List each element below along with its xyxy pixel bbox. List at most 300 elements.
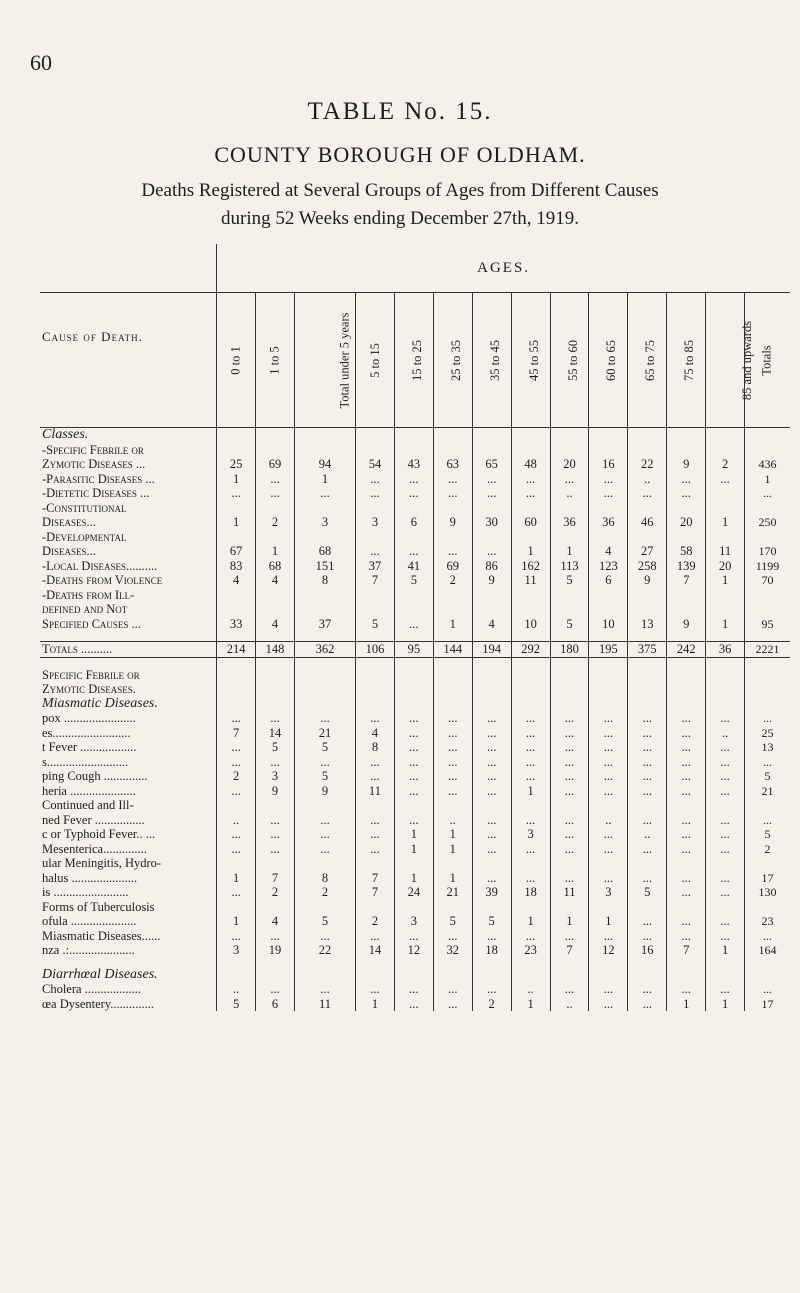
count-cell: ... bbox=[550, 784, 589, 799]
count-cell bbox=[511, 682, 550, 697]
count-cell: ... bbox=[356, 711, 395, 726]
count-cell: 5 bbox=[550, 573, 589, 588]
count-cell: ... bbox=[550, 472, 589, 487]
row-total-cell: 25 bbox=[745, 726, 790, 741]
cause-label: Forms of Tuberculosis bbox=[42, 899, 155, 914]
count-cell: ... bbox=[217, 755, 256, 770]
count-cell: ... bbox=[217, 486, 256, 501]
count-cell: 19 bbox=[256, 943, 295, 958]
count-cell bbox=[356, 602, 395, 617]
count-cell bbox=[394, 697, 433, 712]
count-cell: 9 bbox=[628, 573, 667, 588]
count-cell: 46 bbox=[628, 515, 667, 530]
count-cell bbox=[511, 958, 550, 968]
table-row bbox=[40, 968, 790, 983]
count-cell: ... bbox=[472, 813, 511, 828]
count-cell: ... bbox=[511, 486, 550, 501]
table-row bbox=[40, 856, 790, 871]
count-cell: 195 bbox=[589, 642, 628, 658]
cause-label: -Constitutional bbox=[42, 500, 127, 515]
count-cell: 2 bbox=[433, 573, 472, 588]
count-cell bbox=[511, 697, 550, 712]
count-cell bbox=[217, 428, 256, 443]
count-cell: 23 bbox=[511, 943, 550, 958]
row-total-cell bbox=[745, 501, 790, 516]
age-column-label: 60 to 65 bbox=[604, 339, 619, 381]
count-cell: ... bbox=[589, 726, 628, 741]
cause-label: -Specific Febrile or bbox=[42, 442, 144, 457]
count-cell: .. bbox=[628, 827, 667, 842]
count-cell: 292 bbox=[511, 642, 550, 658]
count-cell: ... bbox=[217, 740, 256, 755]
count-cell bbox=[511, 443, 550, 458]
count-cell: ... bbox=[217, 784, 256, 799]
count-cell: ... bbox=[472, 842, 511, 857]
count-cell bbox=[295, 588, 356, 603]
count-cell bbox=[589, 657, 628, 668]
count-cell: ... bbox=[628, 813, 667, 828]
count-cell: ... bbox=[433, 711, 472, 726]
row-total-cell bbox=[745, 428, 790, 443]
count-cell bbox=[295, 602, 356, 617]
count-cell bbox=[295, 682, 356, 697]
cause-label: Classes. bbox=[42, 427, 89, 442]
table-row bbox=[40, 726, 790, 741]
cause-label: defined and Not bbox=[42, 602, 128, 616]
count-cell: ... bbox=[472, 472, 511, 487]
count-cell: 1 bbox=[511, 544, 550, 559]
count-cell bbox=[628, 856, 667, 871]
count-cell bbox=[511, 856, 550, 871]
count-cell: ... bbox=[628, 769, 667, 784]
cause-label: -Dietetic Diseases ... bbox=[42, 486, 150, 500]
ages-group-header: AGES. bbox=[217, 244, 790, 293]
cause-label: Specified Causes ... bbox=[42, 616, 141, 631]
count-cell bbox=[256, 602, 295, 617]
count-cell bbox=[706, 602, 745, 617]
count-cell: ... bbox=[256, 929, 295, 944]
count-cell: ... bbox=[256, 982, 295, 997]
count-cell bbox=[550, 588, 589, 603]
count-cell: 2 bbox=[706, 457, 745, 472]
count-cell bbox=[295, 697, 356, 712]
count-cell: 375 bbox=[628, 642, 667, 658]
count-cell: 83 bbox=[217, 559, 256, 574]
count-cell bbox=[217, 588, 256, 603]
count-cell bbox=[256, 443, 295, 458]
count-cell: 148 bbox=[256, 642, 295, 658]
count-cell: ... bbox=[217, 842, 256, 857]
count-cell bbox=[295, 443, 356, 458]
count-cell bbox=[667, 588, 706, 603]
count-cell bbox=[356, 900, 395, 915]
count-cell: 1 bbox=[550, 914, 589, 929]
count-cell: ... bbox=[394, 617, 433, 632]
count-cell bbox=[667, 501, 706, 516]
row-total-cell: ... bbox=[745, 813, 790, 828]
count-cell: ... bbox=[667, 885, 706, 900]
count-cell: ... bbox=[394, 997, 433, 1012]
count-cell bbox=[433, 697, 472, 712]
count-cell: ... bbox=[550, 755, 589, 770]
count-cell: 1 bbox=[511, 914, 550, 929]
count-cell: 8 bbox=[295, 871, 356, 886]
count-cell: 58 bbox=[667, 544, 706, 559]
count-cell: ... bbox=[628, 842, 667, 857]
count-cell: ... bbox=[433, 929, 472, 944]
count-cell: 3 bbox=[295, 515, 356, 530]
count-cell bbox=[217, 856, 256, 871]
count-cell bbox=[472, 588, 511, 603]
count-cell: 3 bbox=[356, 515, 395, 530]
count-cell bbox=[550, 631, 589, 642]
count-cell bbox=[394, 657, 433, 668]
count-cell bbox=[256, 798, 295, 813]
count-cell: 32 bbox=[433, 943, 472, 958]
count-cell: 69 bbox=[433, 559, 472, 574]
row-total-cell bbox=[745, 968, 790, 983]
count-cell: ... bbox=[356, 813, 395, 828]
count-cell bbox=[706, 486, 745, 501]
row-total-cell bbox=[745, 682, 790, 697]
count-cell: ... bbox=[394, 813, 433, 828]
count-cell: 4 bbox=[217, 573, 256, 588]
count-cell bbox=[667, 657, 706, 668]
count-cell: ... bbox=[667, 726, 706, 741]
count-cell: ... bbox=[356, 769, 395, 784]
cause-label: nza .:..................... bbox=[42, 943, 135, 957]
table-row bbox=[40, 755, 790, 770]
row-total-cell: 13 bbox=[745, 740, 790, 755]
count-cell: ... bbox=[550, 726, 589, 741]
count-cell bbox=[256, 682, 295, 697]
age-column-header bbox=[706, 293, 755, 428]
count-cell: 5 bbox=[295, 914, 356, 929]
count-cell bbox=[295, 668, 356, 683]
cause-label: Cholera .................. bbox=[42, 982, 141, 996]
count-cell bbox=[589, 501, 628, 516]
count-cell bbox=[628, 968, 667, 983]
row-total-cell bbox=[745, 588, 790, 603]
count-cell: ... bbox=[394, 544, 433, 559]
count-cell: 2 bbox=[256, 515, 295, 530]
count-cell bbox=[589, 530, 628, 545]
count-cell bbox=[511, 798, 550, 813]
count-cell bbox=[667, 631, 706, 642]
count-cell: 1 bbox=[511, 997, 550, 1012]
row-total-cell: 250 bbox=[745, 515, 790, 530]
table-row bbox=[40, 769, 790, 784]
table-row bbox=[40, 544, 790, 559]
count-cell bbox=[356, 501, 395, 516]
count-cell: ... bbox=[394, 711, 433, 726]
count-cell: ... bbox=[356, 929, 395, 944]
count-cell bbox=[433, 682, 472, 697]
count-cell bbox=[628, 657, 667, 668]
age-column-label: 35 to 45 bbox=[487, 339, 502, 381]
count-cell bbox=[628, 668, 667, 683]
count-cell: ... bbox=[472, 726, 511, 741]
count-cell bbox=[256, 856, 295, 871]
count-cell bbox=[433, 657, 472, 668]
count-cell: 4 bbox=[256, 573, 295, 588]
count-cell bbox=[217, 682, 256, 697]
count-cell: 7 bbox=[550, 943, 589, 958]
row-total-cell bbox=[745, 798, 790, 813]
count-cell bbox=[394, 501, 433, 516]
count-cell: 9 bbox=[472, 573, 511, 588]
count-cell bbox=[706, 428, 745, 443]
count-cell: ... bbox=[433, 982, 472, 997]
count-cell bbox=[356, 798, 395, 813]
count-cell bbox=[217, 958, 256, 968]
count-cell: 1 bbox=[550, 544, 589, 559]
count-cell: .. bbox=[433, 813, 472, 828]
count-cell: 11 bbox=[511, 573, 550, 588]
row-total-cell: 436 bbox=[745, 457, 790, 472]
count-cell bbox=[472, 657, 511, 668]
count-cell bbox=[472, 958, 511, 968]
row-total-cell bbox=[745, 602, 790, 617]
count-cell bbox=[511, 900, 550, 915]
row-total-cell: 130 bbox=[745, 885, 790, 900]
count-cell bbox=[472, 968, 511, 983]
count-cell: 20 bbox=[706, 559, 745, 574]
count-cell bbox=[256, 631, 295, 642]
count-cell: ... bbox=[589, 997, 628, 1012]
count-cell bbox=[256, 588, 295, 603]
count-cell: ... bbox=[472, 755, 511, 770]
count-cell: ... bbox=[433, 755, 472, 770]
count-cell: 41 bbox=[394, 559, 433, 574]
count-cell: ... bbox=[472, 544, 511, 559]
count-cell: 242 bbox=[667, 642, 706, 658]
count-cell: ... bbox=[706, 813, 745, 828]
row-total-cell: ... bbox=[745, 982, 790, 997]
count-cell bbox=[394, 900, 433, 915]
count-cell: 5 bbox=[295, 769, 356, 784]
count-cell: 22 bbox=[295, 943, 356, 958]
count-cell bbox=[472, 602, 511, 617]
cause-label: ned Fever ................ bbox=[42, 812, 145, 827]
count-cell: ... bbox=[472, 740, 511, 755]
cause-label bbox=[40, 657, 217, 668]
count-cell bbox=[433, 428, 472, 443]
count-cell: 12 bbox=[589, 943, 628, 958]
table-row bbox=[40, 900, 790, 915]
table-row bbox=[40, 958, 790, 968]
count-cell bbox=[394, 798, 433, 813]
count-cell: 151 bbox=[295, 559, 356, 574]
count-cell bbox=[589, 682, 628, 697]
count-cell bbox=[706, 958, 745, 968]
age-column-header bbox=[667, 293, 706, 428]
count-cell: .. bbox=[550, 997, 589, 1012]
count-cell: ... bbox=[589, 784, 628, 799]
count-cell: ... bbox=[667, 813, 706, 828]
row-total-cell: ... bbox=[745, 711, 790, 726]
count-cell bbox=[550, 657, 589, 668]
age-column-label: 45 to 55 bbox=[526, 339, 541, 381]
count-cell: 30 bbox=[472, 515, 511, 530]
count-cell: 1 bbox=[433, 827, 472, 842]
count-cell: 1 bbox=[511, 784, 550, 799]
count-cell bbox=[511, 968, 550, 983]
count-cell bbox=[356, 958, 395, 968]
count-cell: 11 bbox=[706, 544, 745, 559]
count-cell bbox=[667, 968, 706, 983]
count-cell: 1 bbox=[217, 914, 256, 929]
count-cell: 67 bbox=[217, 544, 256, 559]
count-cell: ... bbox=[628, 784, 667, 799]
count-cell: ... bbox=[667, 982, 706, 997]
count-cell: ... bbox=[511, 813, 550, 828]
count-cell bbox=[472, 682, 511, 697]
table-row bbox=[40, 559, 790, 574]
count-cell: 7 bbox=[217, 726, 256, 741]
count-cell bbox=[511, 631, 550, 642]
count-cell: 194 bbox=[472, 642, 511, 658]
count-cell: 12 bbox=[394, 943, 433, 958]
count-cell bbox=[472, 530, 511, 545]
row-total-cell bbox=[745, 668, 790, 683]
count-cell bbox=[706, 668, 745, 683]
count-cell: 7 bbox=[667, 943, 706, 958]
age-column-label: 25 to 35 bbox=[448, 339, 463, 381]
table-row bbox=[40, 617, 790, 632]
count-cell: ... bbox=[356, 486, 395, 501]
age-column-header bbox=[472, 293, 511, 428]
table-row bbox=[40, 827, 790, 842]
count-cell: ... bbox=[433, 784, 472, 799]
count-cell: 20 bbox=[550, 457, 589, 472]
table-row bbox=[40, 982, 790, 997]
count-cell bbox=[394, 856, 433, 871]
cause-label: -Developmental bbox=[42, 529, 127, 544]
count-cell: 2 bbox=[472, 997, 511, 1012]
count-cell: ... bbox=[356, 827, 395, 842]
count-cell: 1 bbox=[706, 573, 745, 588]
count-cell: ... bbox=[706, 929, 745, 944]
row-total-cell bbox=[745, 697, 790, 712]
count-cell bbox=[433, 968, 472, 983]
count-cell: ... bbox=[706, 885, 745, 900]
table-row bbox=[40, 631, 790, 642]
count-cell: 37 bbox=[295, 617, 356, 632]
count-cell: ... bbox=[628, 755, 667, 770]
cause-label: œa Dysentery.............. bbox=[42, 996, 155, 1011]
count-cell: ... bbox=[667, 472, 706, 487]
cause-label: heria ..................... bbox=[42, 783, 136, 798]
count-cell bbox=[628, 631, 667, 642]
count-cell bbox=[433, 501, 472, 516]
cause-label: is ........................ bbox=[42, 885, 129, 899]
count-cell bbox=[706, 682, 745, 697]
count-cell: ... bbox=[589, 755, 628, 770]
count-cell: ... bbox=[256, 486, 295, 501]
count-cell: 11 bbox=[356, 784, 395, 799]
count-cell bbox=[217, 501, 256, 516]
count-cell: ... bbox=[667, 784, 706, 799]
cause-label: halus ..................... bbox=[42, 870, 138, 885]
table-row bbox=[40, 784, 790, 799]
count-cell bbox=[667, 856, 706, 871]
count-cell: ... bbox=[472, 769, 511, 784]
count-cell bbox=[511, 602, 550, 617]
count-cell bbox=[628, 530, 667, 545]
count-cell: 11 bbox=[550, 885, 589, 900]
age-column-label: Total under 5 years bbox=[337, 312, 352, 408]
count-cell: ... bbox=[628, 929, 667, 944]
count-cell: 68 bbox=[256, 559, 295, 574]
count-cell: ... bbox=[628, 982, 667, 997]
count-cell: 16 bbox=[589, 457, 628, 472]
count-cell bbox=[217, 602, 256, 617]
cause-label: -Parasitic Diseases ... bbox=[42, 471, 155, 486]
cause-label: -Deaths from Ill- bbox=[42, 587, 135, 602]
count-cell: ... bbox=[667, 914, 706, 929]
count-cell: ... bbox=[589, 740, 628, 755]
age-column-header bbox=[628, 293, 667, 428]
cause-label: Totals .......... bbox=[40, 642, 217, 658]
count-cell: ... bbox=[550, 982, 589, 997]
count-cell: 6 bbox=[394, 515, 433, 530]
count-cell bbox=[256, 530, 295, 545]
count-cell: ... bbox=[295, 711, 356, 726]
count-cell: 3 bbox=[589, 885, 628, 900]
count-cell: 20 bbox=[667, 515, 706, 530]
table-row bbox=[40, 602, 790, 617]
table-row bbox=[40, 682, 790, 697]
count-cell bbox=[511, 428, 550, 443]
count-cell: 37 bbox=[356, 559, 395, 574]
count-cell bbox=[472, 428, 511, 443]
cause-label: Zymotic Diseases ... bbox=[42, 457, 146, 471]
age-column-header bbox=[356, 293, 395, 428]
count-cell bbox=[706, 697, 745, 712]
count-cell bbox=[706, 530, 745, 545]
count-cell: ... bbox=[667, 755, 706, 770]
count-cell: 7 bbox=[667, 573, 706, 588]
count-cell: 11 bbox=[295, 997, 356, 1012]
count-cell: 65 bbox=[472, 457, 511, 472]
row-total-cell: ... bbox=[745, 486, 790, 501]
count-cell: ... bbox=[295, 755, 356, 770]
count-cell bbox=[667, 697, 706, 712]
age-column-label: 0 to 1 bbox=[228, 345, 243, 375]
count-cell: 5 bbox=[433, 914, 472, 929]
table-row bbox=[40, 813, 790, 828]
age-column-label: 5 to 15 bbox=[367, 342, 382, 378]
count-cell bbox=[667, 668, 706, 683]
age-column-label: 75 to 85 bbox=[682, 339, 697, 381]
count-cell bbox=[628, 501, 667, 516]
count-cell bbox=[706, 856, 745, 871]
count-cell: ... bbox=[256, 842, 295, 857]
row-total-cell: ... bbox=[745, 929, 790, 944]
count-cell: .. bbox=[706, 726, 745, 741]
count-cell: 1 bbox=[706, 515, 745, 530]
count-cell: ... bbox=[667, 871, 706, 886]
row-total-cell: 2221 bbox=[745, 642, 790, 658]
count-cell: 3 bbox=[511, 827, 550, 842]
count-cell: ... bbox=[550, 711, 589, 726]
count-cell: 5 bbox=[256, 740, 295, 755]
age-column-label: 15 to 25 bbox=[409, 339, 424, 381]
count-cell: ... bbox=[433, 544, 472, 559]
count-cell bbox=[550, 900, 589, 915]
cause-label: Zymotic Diseases. bbox=[42, 682, 136, 696]
